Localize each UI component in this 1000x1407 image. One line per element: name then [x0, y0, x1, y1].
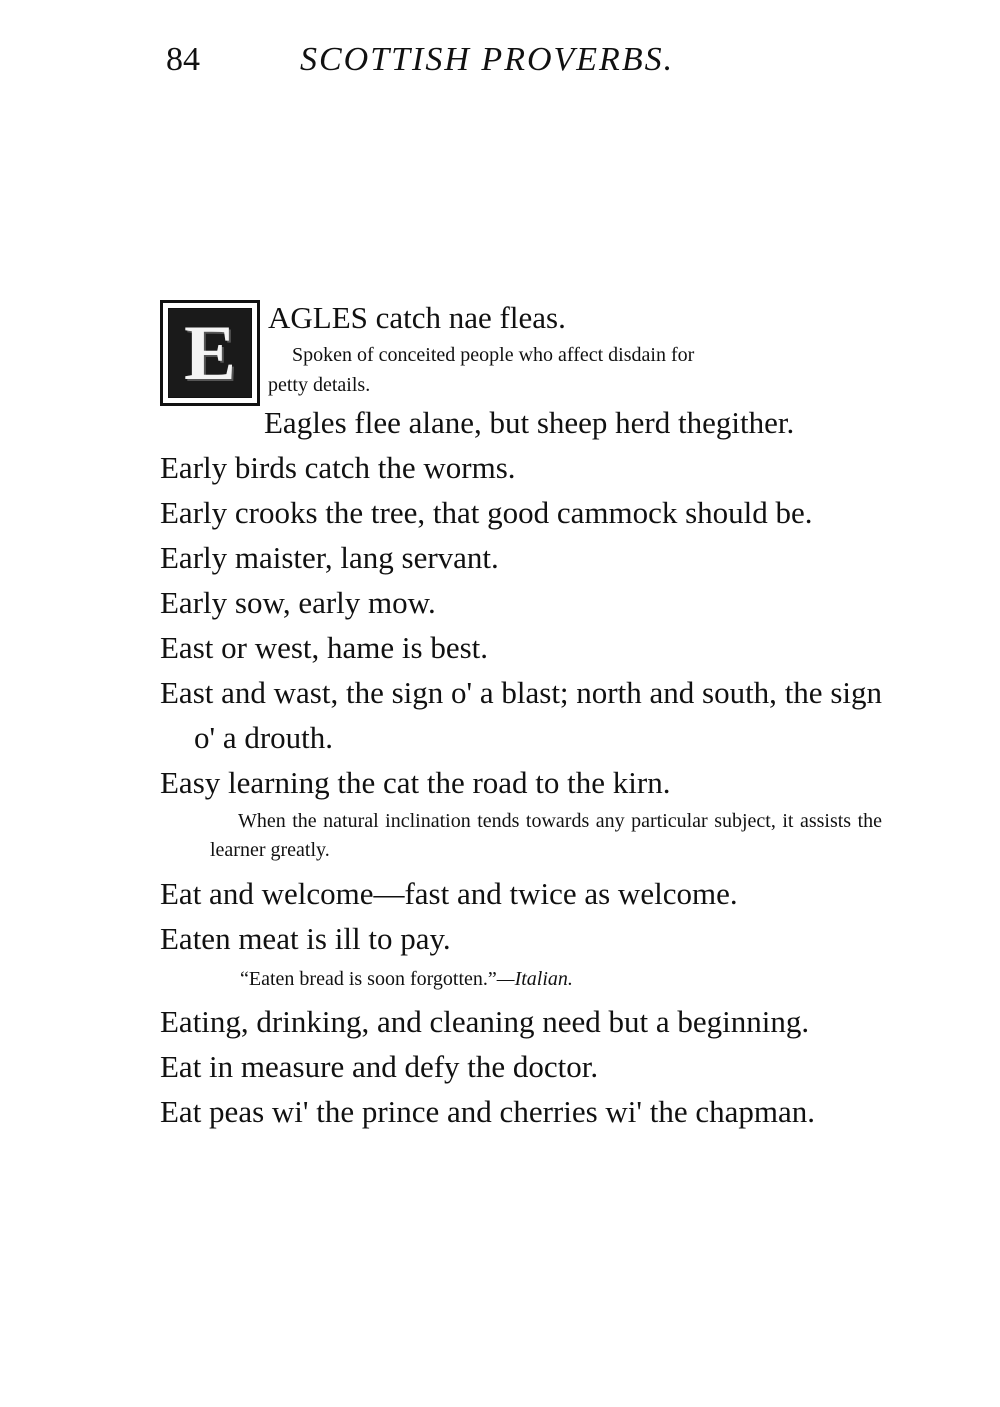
decorated-initial-ornament [168, 308, 252, 398]
proverb-line: Eagles flee alane, but sheep herd thegither. [264, 405, 795, 440]
proverb-line: East or west, hame is best. [160, 630, 489, 665]
proverb-line: Eat and welcome—fast and twice as welcome. [160, 876, 738, 911]
proverb-line: Easy learning the cat the road to the kirn. [160, 765, 671, 800]
proverb-line: Early crooks the tree, that good cammock should be. [160, 495, 813, 530]
quote-source: —Italian. [496, 968, 573, 990]
proverb-quote [240, 963, 882, 995]
first-proverb: AGLES catch nae fleas. [268, 300, 566, 335]
decorated-initial-letter: E [183, 309, 237, 396]
proverb-line: Eat in measure and defy the doctor. [160, 1049, 599, 1084]
first-note-line2: petty details. [268, 374, 371, 396]
first-note-line1: Spoken of conceited people who affect disdain for [292, 344, 695, 366]
proverb-line: Early maister, lang servant. [160, 540, 499, 575]
proverb-line: Eaten meat is ill to pay. [160, 921, 451, 956]
quote-text: “Eaten bread is soon forgotten.” [240, 968, 497, 990]
first-proverb-note [268, 340, 882, 400]
page-header [160, 38, 780, 82]
proverb-line: Early sow, early mow. [160, 585, 436, 620]
page-number: 84 [166, 41, 200, 78]
running-title: SCOTTISH PROVERBS. [300, 41, 675, 78]
decorated-initial [160, 300, 260, 406]
proverb-list [160, 296, 882, 1134]
proverb-note: When the natural inclination tends towards any particular subject, it assists the learner greatly. [210, 810, 882, 861]
proverb-line: Eat peas wi' the prince and cherries wi' the chapman. [160, 1094, 816, 1129]
proverb-line: Eating, drinking, and cleaning need but a beginning. [160, 1004, 810, 1039]
proverb-line: East and wast, the sign o' a blast; north and south, the sign o' a drouth. [160, 675, 882, 755]
proverb-line: Early birds catch the worms. [160, 450, 516, 485]
